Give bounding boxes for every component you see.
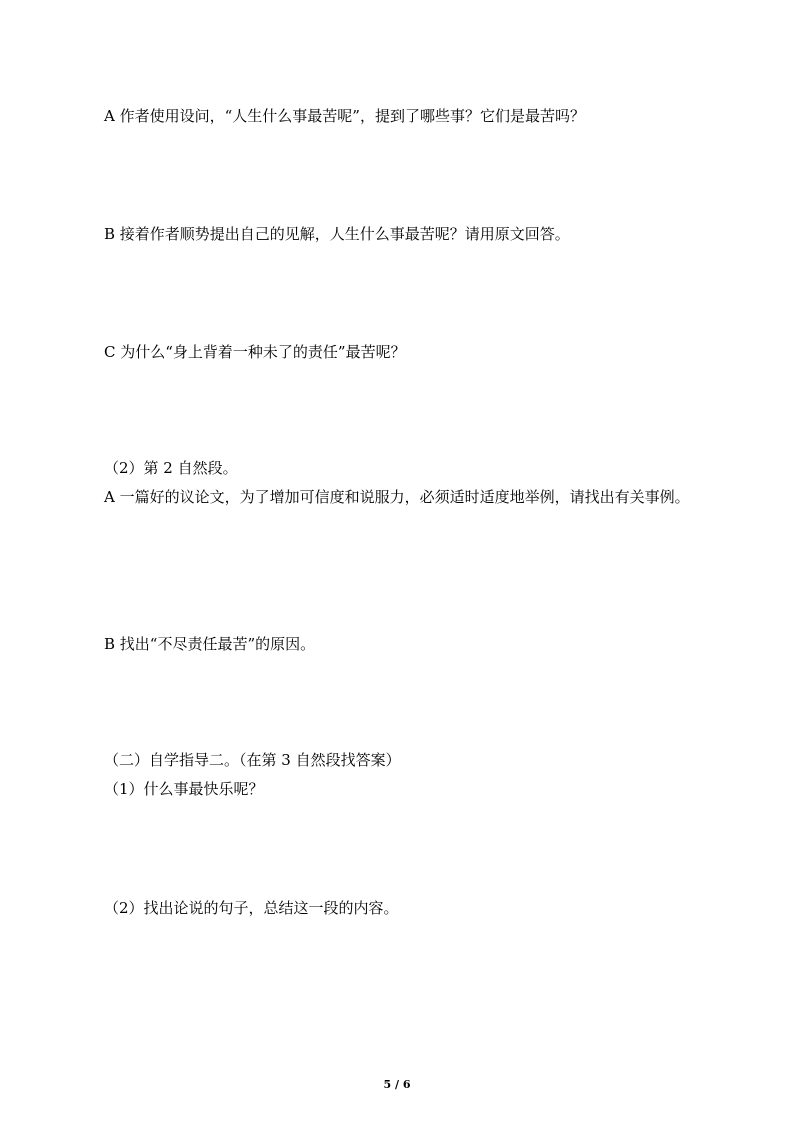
question-1a: A 作者使用设问，“人生什么事最苦呢”，提到了哪些事？它们是最苦吗？ xyxy=(104,107,585,125)
question-1b: B 接着作者顺势提出自己的见解，人生什么事最苦呢？请用原文回答。 xyxy=(104,225,570,243)
guide-2-heading: （二）自学指导二。（在第 3 自然段找答案） xyxy=(104,751,401,769)
question-2b: B 找出“不尽责任最苦”的原因。 xyxy=(104,635,316,653)
question-2a: A 一篇好的议论文，为了增加可信度和说服力，必须适时适度地举例，请找出有关事例。 xyxy=(104,488,690,506)
page-number: 5 / 6 xyxy=(383,1078,411,1091)
guide-2-question-2: （2）找出论说的句子，总结这一段的内容。 xyxy=(104,899,399,917)
section-2-heading: （2）第 2 自然段。 xyxy=(104,459,238,477)
guide-2-question-1: （1）什么事最快乐呢？ xyxy=(104,780,264,798)
question-1c: C 为什么“身上背着一种未了的责任”最苦呢？ xyxy=(104,343,406,361)
